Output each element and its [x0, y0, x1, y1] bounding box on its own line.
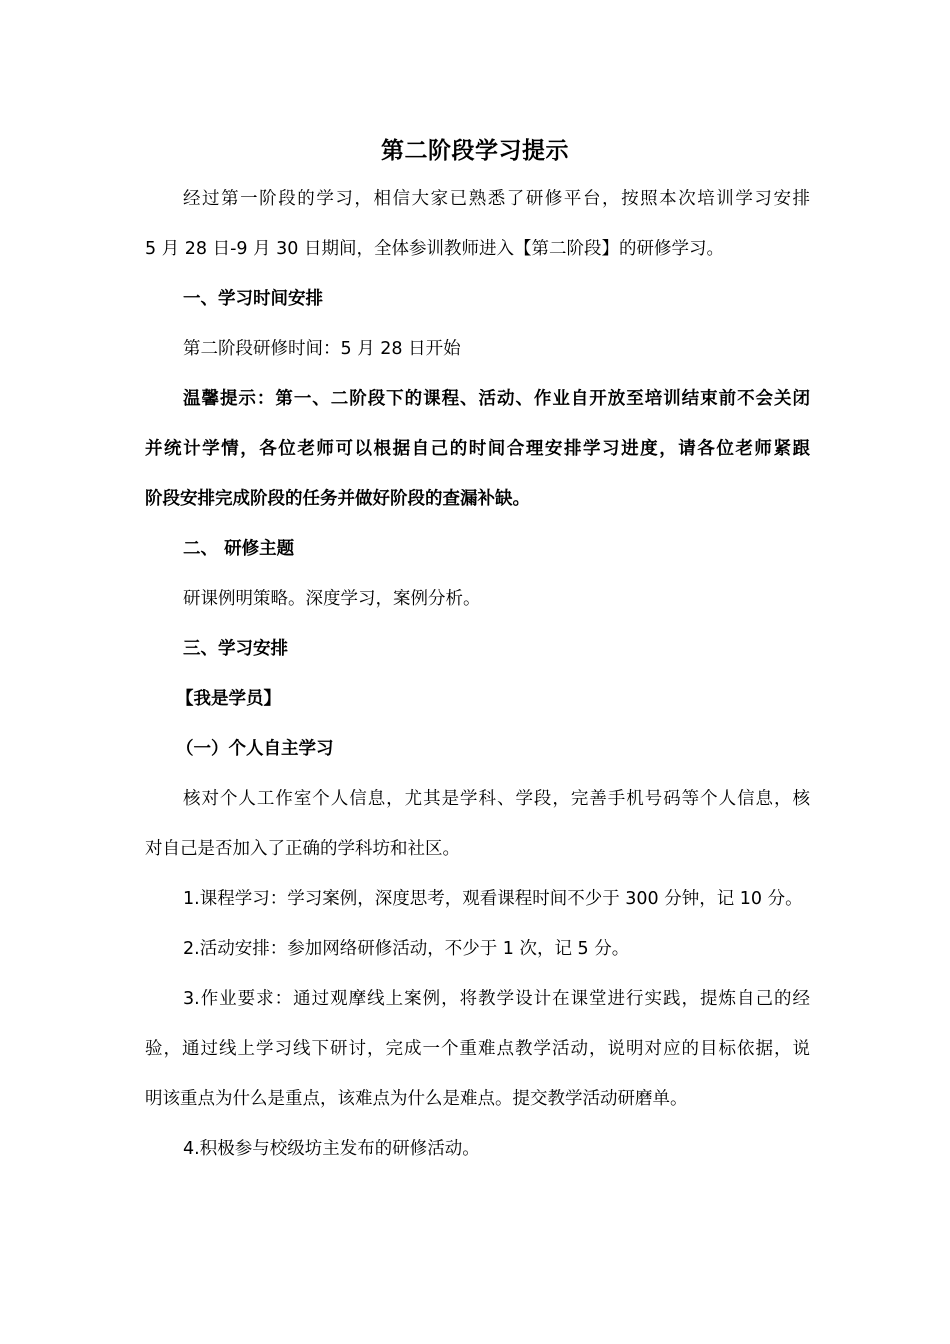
study-time: 第二阶段研修时间：5 月 28 日开始	[183, 339, 461, 359]
info-check-line-1: 核对个人工作室个人信息，尤其是学科、学段，完善手机号码等个人信息，核	[183, 789, 810, 809]
intro-line-2: 5 月 28 日-9 月 30 日期间，全体参训教师进入【第二阶段】的研修学习。	[145, 239, 724, 259]
tip-line-2: 并统计学情，各位老师可以根据自己的时间合理安排学习进度，请各位老师紧跟	[145, 439, 810, 459]
item-homework-line-2: 验，通过线上学习线下研讨，完成一个重难点教学活动，说明对应的目标依据，说	[145, 1039, 810, 1059]
item-activity: 2.活动安排：参加网络研修活动，不少于 1 次，记 5 分。	[183, 939, 630, 959]
item-homework-line-1: 3.作业要求：通过观摩线上案例，将教学设计在课堂进行实践，提炼自己的经	[183, 989, 810, 1009]
document-title: 第二阶段学习提示	[381, 138, 569, 164]
research-theme: 研课例明策略。深度学习，案例分析。	[183, 589, 481, 609]
item-course-study: 1.课程学习：学习案例，深度思考，观看课程时间不少于 300 分钟，记 10 分。	[183, 889, 803, 909]
item-participate: 4.积极参与校级坊主发布的研修活动。	[183, 1139, 480, 1159]
item-homework-line-3: 明该重点为什么是重点，该难点为什么是难点。提交教学活动研磨单。	[145, 1089, 688, 1109]
tip-line-3: 阶段安排完成阶段的任务并做好阶段的查漏补缺。	[145, 489, 530, 509]
tip-line-1: 温馨提示：第一、二阶段下的课程、活动、作业自开放至培训结束前不会关闭	[183, 389, 810, 409]
info-check-line-2: 对自己是否加入了正确的学科坊和社区。	[145, 839, 460, 859]
role-heading: 【我是学员】	[176, 689, 281, 709]
section-2-heading: 二、 研修主题	[183, 539, 295, 559]
intro-line-1: 经过第一阶段的学习，相信大家已熟悉了研修平台，按照本次培训学习安排	[183, 189, 810, 209]
subsection-1-heading: （一）个人自主学习	[176, 739, 334, 759]
section-3-heading: 三、学习安排	[183, 639, 288, 659]
section-1-heading: 一、学习时间安排	[183, 289, 323, 309]
